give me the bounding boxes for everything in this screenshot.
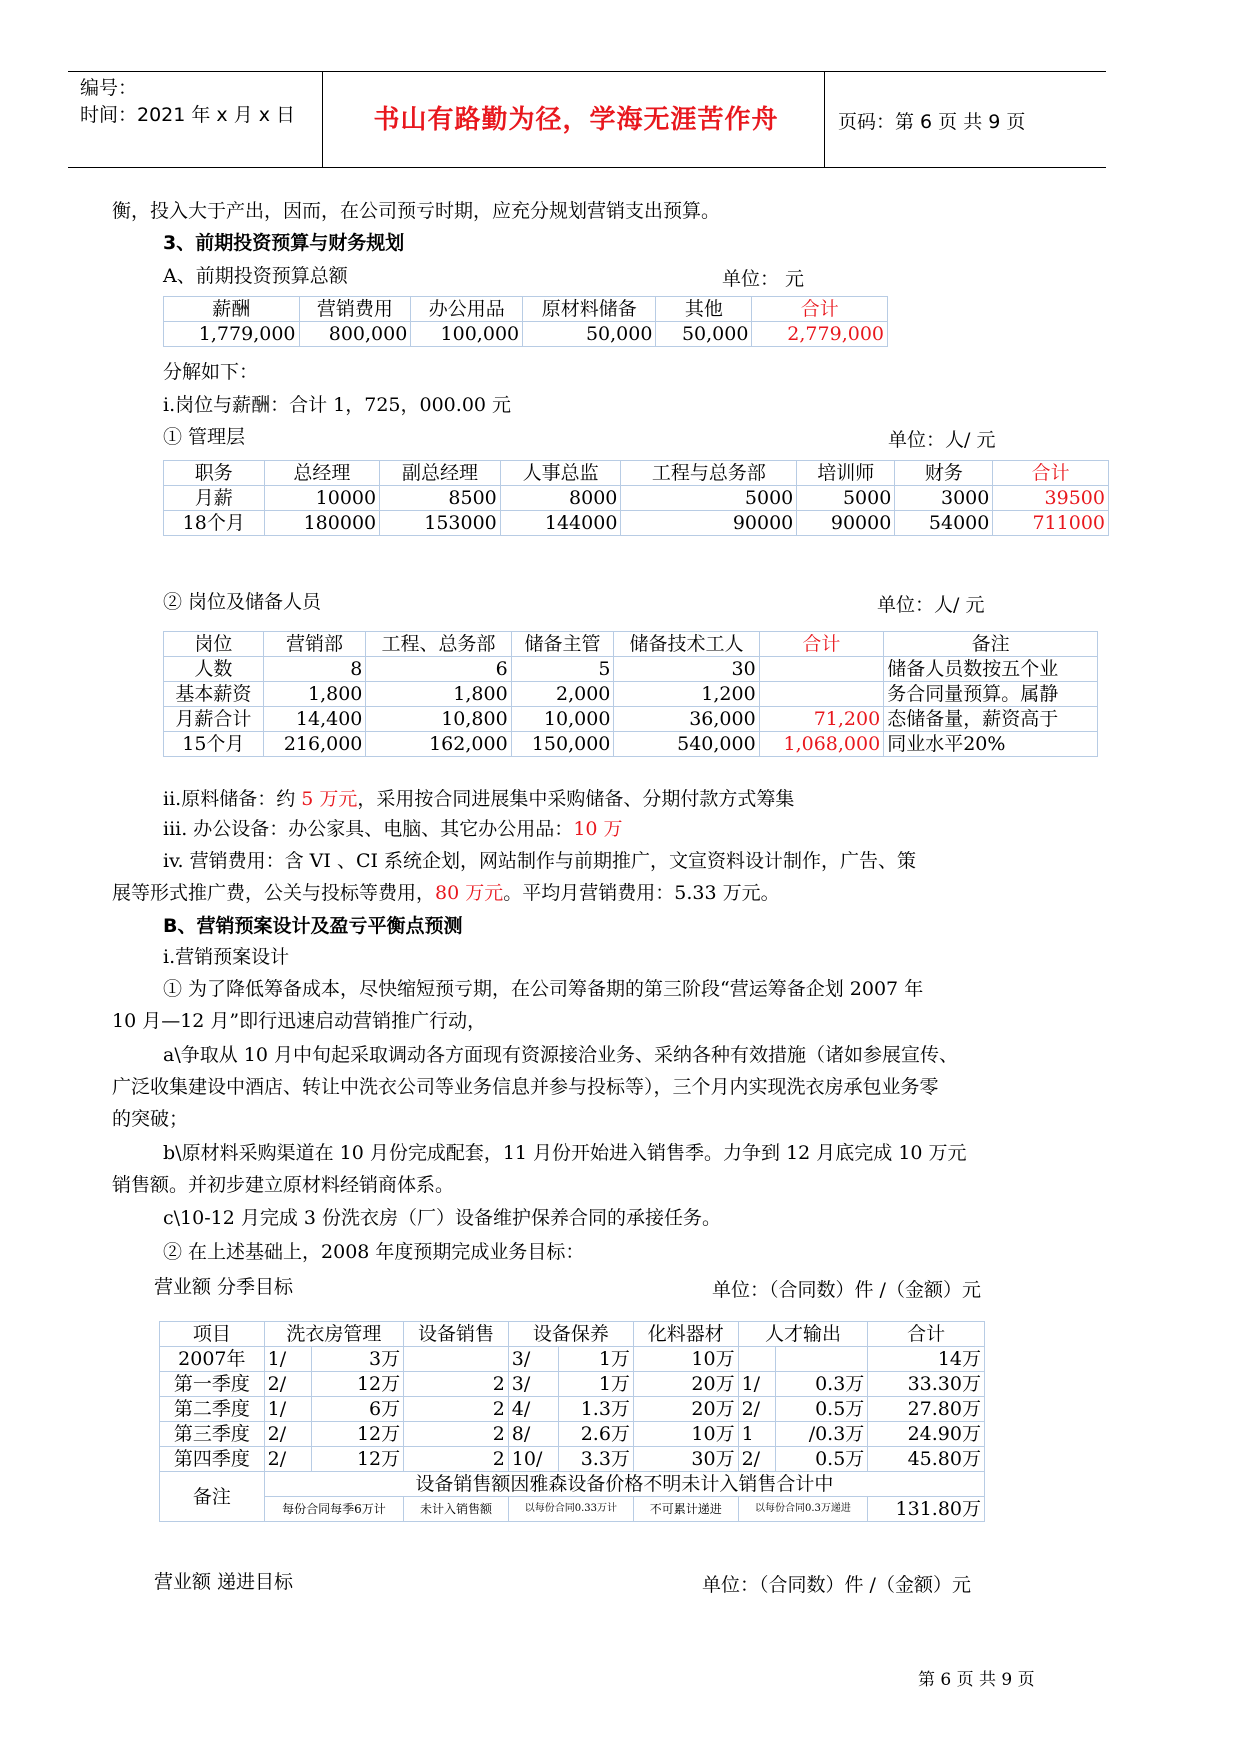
table-cell: 20万 [633, 1372, 738, 1397]
table-note-cell: 每份合同每季6万计 [264, 1497, 403, 1522]
paragraph-line: ② 在上述基础上，2008 年度预期完成业务目标： [163, 1241, 585, 1263]
table-cell: 2 [404, 1372, 509, 1397]
highlighted-amount: 10 万 [573, 818, 623, 840]
table-cell: 6万 [311, 1397, 404, 1422]
table-cell: 180000 [264, 511, 380, 536]
table-header-cell: 合计 [993, 461, 1109, 486]
paragraph-line [163, 817, 623, 841]
paragraph-line: 广泛收集建设中酒店、转让中洗衣公司等业务信息并参与投标等），三个月内实现洗衣房承包业务零 [112, 1076, 939, 1098]
table-cell: 12万 [311, 1372, 404, 1397]
subsection-title: ② 岗位及储备人员 [163, 591, 322, 613]
table-cell: 0.5万 [776, 1447, 868, 1472]
unit-label: 单位： 元 [722, 268, 805, 290]
table-cell: 8/ [508, 1422, 558, 1447]
table-note-cell: 未计入销售额 [404, 1497, 509, 1522]
highlighted-amount: 5 万元 [301, 788, 358, 810]
table-note-cell: 同业水平20% [884, 732, 1098, 757]
table-note-label: 备注 [160, 1472, 265, 1522]
table-cell: 月薪合计 [164, 707, 264, 732]
table-cell: 第三季度 [160, 1422, 265, 1447]
table-cell: 3000 [895, 486, 993, 511]
table-header-cell: 营销部 [263, 632, 366, 657]
table-cell: /0.3万 [776, 1422, 868, 1447]
table-header-cell: 原材料储备 [523, 297, 656, 322]
table-cell: 4/ [508, 1397, 558, 1422]
table-cell: 20万 [633, 1397, 738, 1422]
header-motto: 书山有路勤为径，学海无涯苦作舟 [373, 105, 779, 135]
table-header-row [164, 297, 888, 322]
subsection-title: ① 管理层 [163, 426, 246, 448]
table-cell: 90000 [797, 511, 895, 536]
table-header-cell: 职务 [164, 461, 265, 486]
table-cell: 第四季度 [160, 1447, 265, 1472]
paragraph-line: 销售额。并初步建立原材料经销商体系。 [112, 1174, 455, 1196]
table-cell: 1,779,000 [164, 322, 300, 347]
table-header-cell: 储备主管 [511, 632, 614, 657]
text-segment: 。平均月营销费用：5.33 万元。 [503, 882, 780, 904]
table-cell [776, 1347, 868, 1372]
table-cell: 12万 [311, 1422, 404, 1447]
table-cell: 144000 [500, 511, 621, 536]
table-cell: 3万 [311, 1347, 404, 1372]
table-cell: 18个月 [164, 511, 265, 536]
table-cell: 45.80万 [868, 1447, 985, 1472]
text-segment: ，采用按合同进展集中采购储备、分期付款方式筹集 [357, 788, 795, 810]
unit-label: 单位：（合同数）件 /（金额）元 [712, 1279, 981, 1301]
table-cell: 14,400 [263, 707, 366, 732]
table-cell: 2/ [264, 1447, 311, 1472]
table-row [164, 732, 1098, 757]
table-header-cell: 工程与总务部 [621, 461, 797, 486]
table-cell: 6 [366, 657, 511, 682]
revenue-quarterly-table [159, 1321, 985, 1522]
table-cell: 162,000 [366, 732, 511, 757]
table-cell: 第一季度 [160, 1372, 265, 1397]
table-cell: 1/ [264, 1397, 311, 1422]
table-row [164, 682, 1098, 707]
table-cell: 90000 [621, 511, 797, 536]
unit-label: 单位：人/ 元 [888, 429, 996, 451]
table-cell: 人数 [164, 657, 264, 682]
section-title: 3、前期投资预算与财务规划 [163, 232, 405, 254]
table-cell: 2/ [264, 1372, 311, 1397]
table-header-cell: 总经理 [264, 461, 380, 486]
text-segment: iii. 办公设备：办公家具、电脑、其它办公用品： [163, 818, 574, 840]
page-footer: 第 6 页 共 9 页 [918, 1670, 1035, 1690]
table-header-cell: 设备销售 [404, 1322, 509, 1347]
table-cell: 153000 [380, 511, 501, 536]
table-cell: 10,800 [366, 707, 511, 732]
table-note-cell: 务合同量预算。属静 [884, 682, 1098, 707]
table-note-cell: 储备人员数按五个业 [884, 657, 1098, 682]
table-cell: 33.30万 [868, 1372, 985, 1397]
table-cell: 基本薪资 [164, 682, 264, 707]
table-cell [759, 657, 884, 682]
paragraph-line: ① 为了降低筹备成本，尽快缩短预亏期，在公司筹备期的第三阶段“营运筹备企划 2007 年 [163, 978, 924, 1000]
table-header-cell: 合计 [752, 297, 888, 322]
table-title: 营业额 分季目标 [154, 1276, 294, 1298]
table-note-main: 设备销售额因雅森设备价格不明未计入销售合计中 [264, 1472, 984, 1497]
subsection-title: i.营销预案设计 [163, 946, 290, 968]
table-header-cell: 设备保养 [508, 1322, 633, 1347]
table-row [160, 1372, 985, 1397]
table-cell: 15个月 [164, 732, 264, 757]
table-note-row [160, 1472, 985, 1497]
table-cell: 24.90万 [868, 1422, 985, 1447]
table-header-cell: 副总经理 [380, 461, 501, 486]
table-header-cell: 人事总监 [500, 461, 621, 486]
table-note-cell: 不可累计递进 [633, 1497, 738, 1522]
unit-label: 单位：人/ 元 [877, 594, 985, 616]
table-cell: 71,200 [759, 707, 884, 732]
table-header-row [160, 1322, 985, 1347]
table-cell: 54000 [895, 511, 993, 536]
paragraph-line: a\争取从 10 月中旬起采取调动各方面现有资源接洽业务、采纳各种有效措施（诸如参展宣传、 [163, 1044, 958, 1066]
paragraph-line: 衡，投入大于产出，因而，在公司预亏时期，应充分规划营销支出预算。 [112, 200, 721, 222]
table-cell: 5000 [621, 486, 797, 511]
table-cell: 540,000 [614, 732, 759, 757]
table-cell: 3/ [508, 1347, 558, 1372]
table-cell: 10万 [633, 1347, 738, 1372]
table-header-cell: 化料器材 [633, 1322, 738, 1347]
table-cell: 216,000 [263, 732, 366, 757]
table-cell: 月薪 [164, 486, 265, 511]
text-segment: 展等形式推广费，公关与投标等费用， [112, 882, 436, 904]
table-cell: 10万 [633, 1422, 738, 1447]
header-top-rule [68, 71, 1106, 72]
paragraph-line: 分解如下： [163, 361, 259, 383]
table-cell: 2 [404, 1397, 509, 1422]
table-note-cell: 态储备量，薪资高于 [884, 707, 1098, 732]
paragraph-line: iv. 营销费用：含 VI 、CI 系统企划，网站制作与前期推广，文宣资料设计制作，广告、策 [163, 850, 917, 872]
table-header-cell: 储备技术工人 [614, 632, 759, 657]
table-cell: 10/ [508, 1447, 558, 1472]
table-header-cell: 营销费用 [299, 297, 411, 322]
table-header-cell: 项目 [160, 1322, 265, 1347]
table-cell: 2007年 [160, 1347, 265, 1372]
table-cell: 150,000 [511, 732, 614, 757]
paragraph-line [112, 881, 780, 905]
paragraph-line: c\10-12 月完成 3 份洗衣房（厂）设备维护保养合同的承接任务。 [163, 1207, 722, 1229]
table-header-cell: 洗衣房管理 [264, 1322, 403, 1347]
table-cell: 39500 [993, 486, 1109, 511]
table-cell: 1万 [558, 1372, 633, 1397]
table-header-cell: 岗位 [164, 632, 264, 657]
table-cell: 2.6万 [558, 1422, 633, 1447]
table-cell [759, 682, 884, 707]
table-note-cell: 以每份合同0.3万递进 [738, 1497, 868, 1522]
table-row [160, 1447, 985, 1472]
highlighted-amount: 80 万元 [435, 882, 504, 904]
table-cell: 30万 [633, 1447, 738, 1472]
table-header-cell: 工程、总务部 [366, 632, 511, 657]
table-cell: 27.80万 [868, 1397, 985, 1422]
table-row [164, 322, 888, 347]
unit-label: 单位：（合同数）件 /（金额）元 [702, 1574, 971, 1596]
table-header-cell: 办公用品 [411, 297, 523, 322]
table-cell: 2/ [738, 1447, 776, 1472]
table-header-cell: 合计 [868, 1322, 985, 1347]
table-cell: 8 [263, 657, 366, 682]
table-header-row [164, 461, 1109, 486]
table-header-cell: 薪酬 [164, 297, 300, 322]
header-divider-right [824, 71, 825, 168]
table-cell: 1/ [264, 1347, 311, 1372]
table-cell: 50,000 [656, 322, 752, 347]
table-cell: 3.3万 [558, 1447, 633, 1472]
table-cell: 30 [614, 657, 759, 682]
table-cell: 2/ [738, 1397, 776, 1422]
table-cell: 8500 [380, 486, 501, 511]
table-cell: 10000 [264, 486, 380, 511]
header-page-info: 页码：第 6 页 共 9 页 [838, 111, 1026, 133]
table-note-row [160, 1497, 985, 1522]
table-cell: 50,000 [523, 322, 656, 347]
table-cell: 1.3万 [558, 1397, 633, 1422]
paragraph-line: 10 月—12 月”即行迅速启动营销推广行动， [112, 1010, 487, 1032]
document-number-label: 编号： [80, 77, 138, 99]
table-cell: 1/ [738, 1372, 776, 1397]
table-title: 营业额 递进目标 [154, 1571, 294, 1593]
table-cell: 10,000 [511, 707, 614, 732]
paragraph-line [163, 787, 794, 811]
table-cell: 800,000 [299, 322, 411, 347]
table-note-cell: 以每份合同0.33万计 [508, 1497, 633, 1522]
table-cell: 2 [404, 1422, 509, 1447]
table-total-cell: 131.80万 [868, 1497, 985, 1522]
header-bottom-rule [68, 167, 1106, 168]
text-segment: ii.原料储备：约 [163, 788, 302, 810]
table-cell: 711000 [993, 511, 1109, 536]
table-cell: 8000 [500, 486, 621, 511]
paragraph-line: i.岗位与薪酬：合计 1，725，000.00 元 [163, 394, 512, 416]
table-cell: 36,000 [614, 707, 759, 732]
staff-reserve-table [163, 631, 1098, 757]
table-row [164, 486, 1109, 511]
table-header-cell: 人才输出 [738, 1322, 868, 1347]
table-header-cell: 培训师 [797, 461, 895, 486]
table-header-cell: 其他 [656, 297, 752, 322]
investment-budget-table [163, 296, 888, 347]
subsection-title: A、前期投资预算总额 [163, 265, 348, 287]
table-cell: 1,200 [614, 682, 759, 707]
table-cell: 1,068,000 [759, 732, 884, 757]
table-row [160, 1347, 985, 1372]
table-cell: 1万 [558, 1347, 633, 1372]
table-cell: 12万 [311, 1447, 404, 1472]
table-row [164, 657, 1098, 682]
table-header-cell: 财务 [895, 461, 993, 486]
table-cell: 100,000 [411, 322, 523, 347]
table-cell: 5000 [797, 486, 895, 511]
table-cell: 5 [511, 657, 614, 682]
header-meta [80, 75, 295, 129]
table-header-cell: 合计 [759, 632, 884, 657]
table-cell: 2 [404, 1447, 509, 1472]
table-cell: 2/ [264, 1422, 311, 1447]
table-row [164, 707, 1098, 732]
table-row [164, 511, 1109, 536]
header-divider-left [322, 71, 323, 168]
paragraph-line: 的突破； [112, 1108, 189, 1130]
table-cell [404, 1347, 509, 1372]
table-row [160, 1397, 985, 1422]
page-header [68, 71, 1106, 168]
table-cell: 1 [738, 1422, 776, 1447]
document-time-label: 时间：2021 年 x 月 x 日 [80, 104, 296, 126]
table-cell: 1,800 [263, 682, 366, 707]
management-salary-table [163, 460, 1109, 536]
table-header-row [164, 632, 1098, 657]
table-cell: 2,000 [511, 682, 614, 707]
table-cell: 第二季度 [160, 1397, 265, 1422]
table-cell: 3/ [508, 1372, 558, 1397]
table-cell: 1,800 [366, 682, 511, 707]
table-cell: 14万 [868, 1347, 985, 1372]
table-header-cell: 备注 [884, 632, 1098, 657]
table-cell [738, 1347, 776, 1372]
table-cell: 0.3万 [776, 1372, 868, 1397]
section-title: B、营销预案设计及盈亏平衡点预测 [163, 915, 463, 937]
table-cell: 0.5万 [776, 1397, 868, 1422]
paragraph-line: b\原材料采购渠道在 10 月份完成配套，11 月份开始进入销售季。力争到 12 月底完成 10 万元 [163, 1142, 967, 1164]
table-row [160, 1422, 985, 1447]
table-cell: 2,779,000 [752, 322, 888, 347]
